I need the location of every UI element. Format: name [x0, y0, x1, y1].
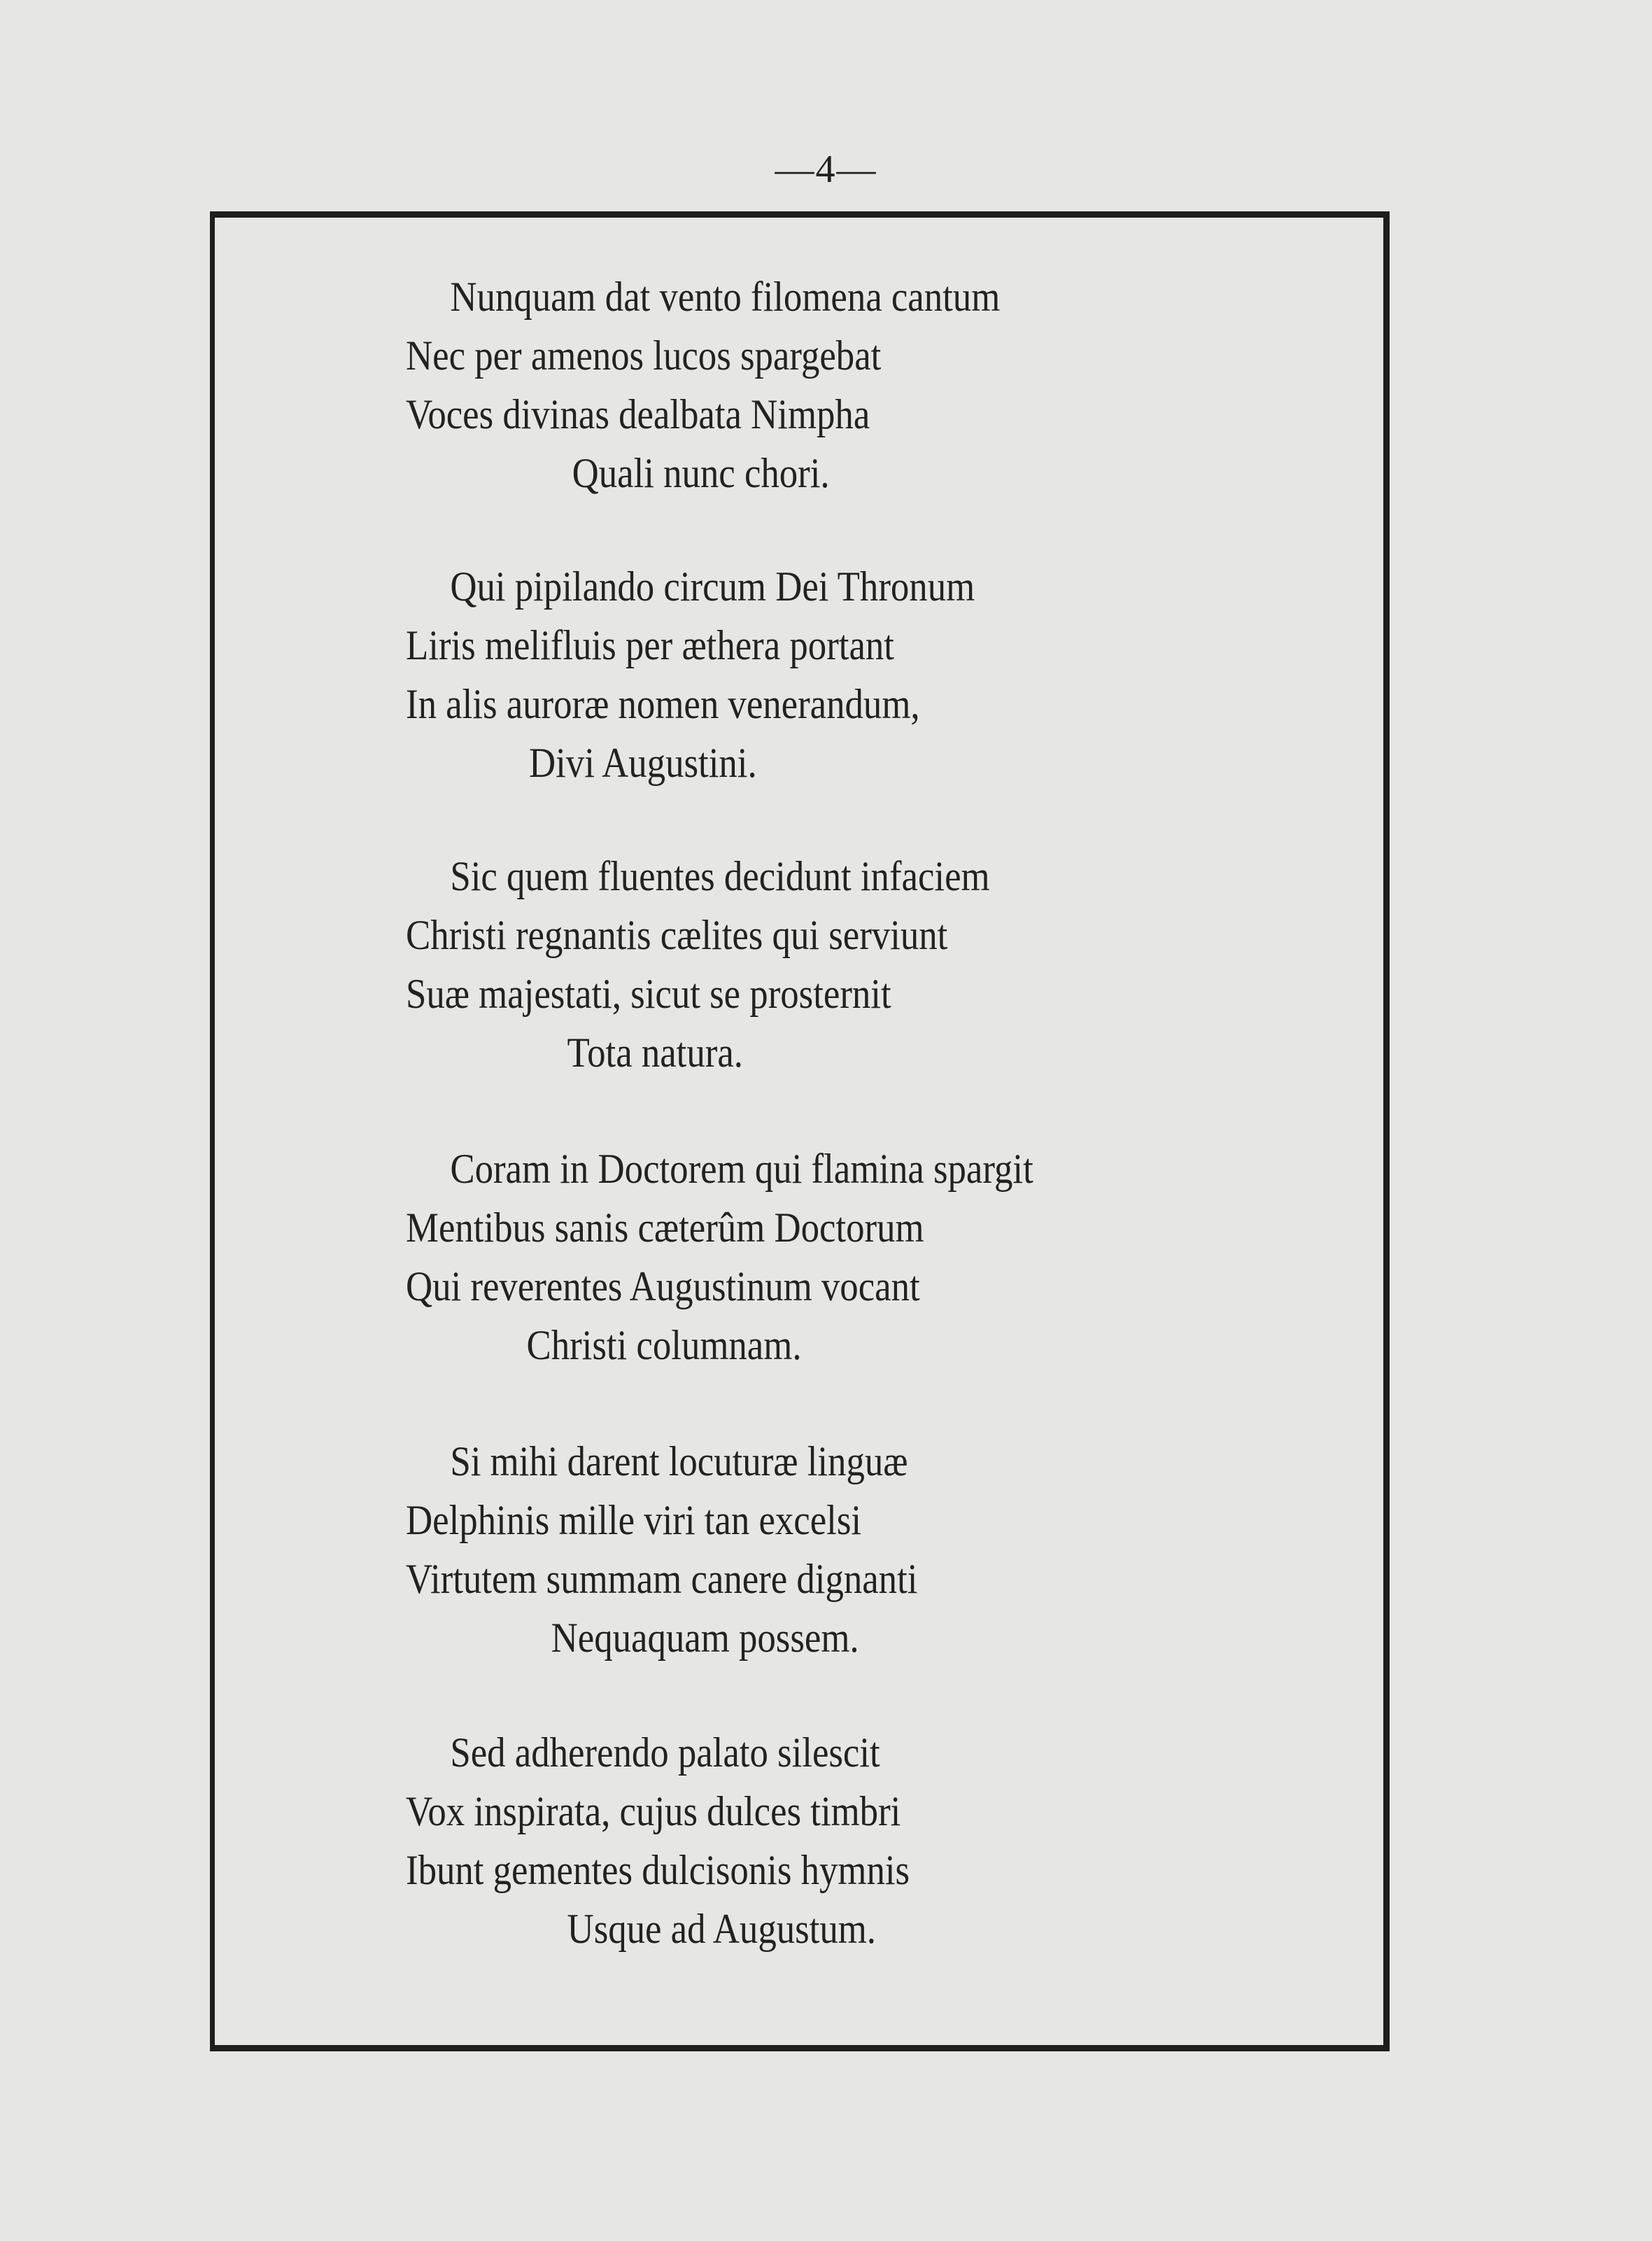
verse-line: Ibunt gementes dulcisonis hymnis — [406, 1847, 910, 1893]
verse-line: Divi Augustini. — [529, 740, 757, 786]
verse-line: Sic quem fluentes decidunt infaciem — [450, 853, 990, 899]
verse-line: Voces divinas dealbata Nimpha — [406, 391, 870, 437]
verse-line: Suæ majestati, sicut se prosternit — [406, 971, 891, 1017]
verse-line: Virtutem summam canere dignanti — [406, 1556, 918, 1602]
verse-line: Qui pipilando circum Dei Thronum — [450, 563, 975, 610]
verse-line: Mentibus sanis cæterûm Doctorum — [406, 1204, 924, 1251]
verse-line: Delphinis mille viri tan excelsi — [406, 1497, 862, 1543]
stanza-4 — [406, 1139, 1189, 1375]
verse-line: Nequaquam possem. — [551, 1615, 859, 1661]
verse-line: Nec per amenos lucos spargebat — [406, 332, 882, 379]
verse-line: Si mihi darent locuturæ linguæ — [450, 1438, 908, 1484]
verse-line: Usque ad Augustum. — [567, 1906, 877, 1952]
verse-line: Quali nunc chori. — [572, 450, 830, 496]
stanza-3 — [406, 847, 1189, 1082]
verse-line: Christi columnam. — [526, 1322, 802, 1368]
verse-line: Liris melifluis per æthera portant — [406, 622, 894, 668]
verse-line: Christi regnantis cælites qui serviunt — [406, 912, 948, 958]
stanza-6 — [406, 1723, 1189, 1958]
verse-line: Coram in Doctorem qui flamina spargit — [450, 1146, 1033, 1192]
stanza-5 — [406, 1432, 1189, 1667]
verse-line: Vox inspirata, cujus dulces timbri — [406, 1788, 901, 1834]
verse-line: Sed adherendo palato silescit — [450, 1729, 880, 1776]
verse-line: Qui reverentes Augustinum vocant — [406, 1263, 920, 1309]
verse-line: Tota natura. — [567, 1030, 743, 1076]
page-number: —4— — [775, 148, 877, 191]
stanza-2 — [406, 557, 1189, 792]
verse-line: Nunquam dat vento filomena cantum — [450, 274, 1001, 320]
stanza-1 — [406, 267, 1189, 503]
verse-line: In alis auroræ nomen venerandum, — [406, 681, 920, 727]
